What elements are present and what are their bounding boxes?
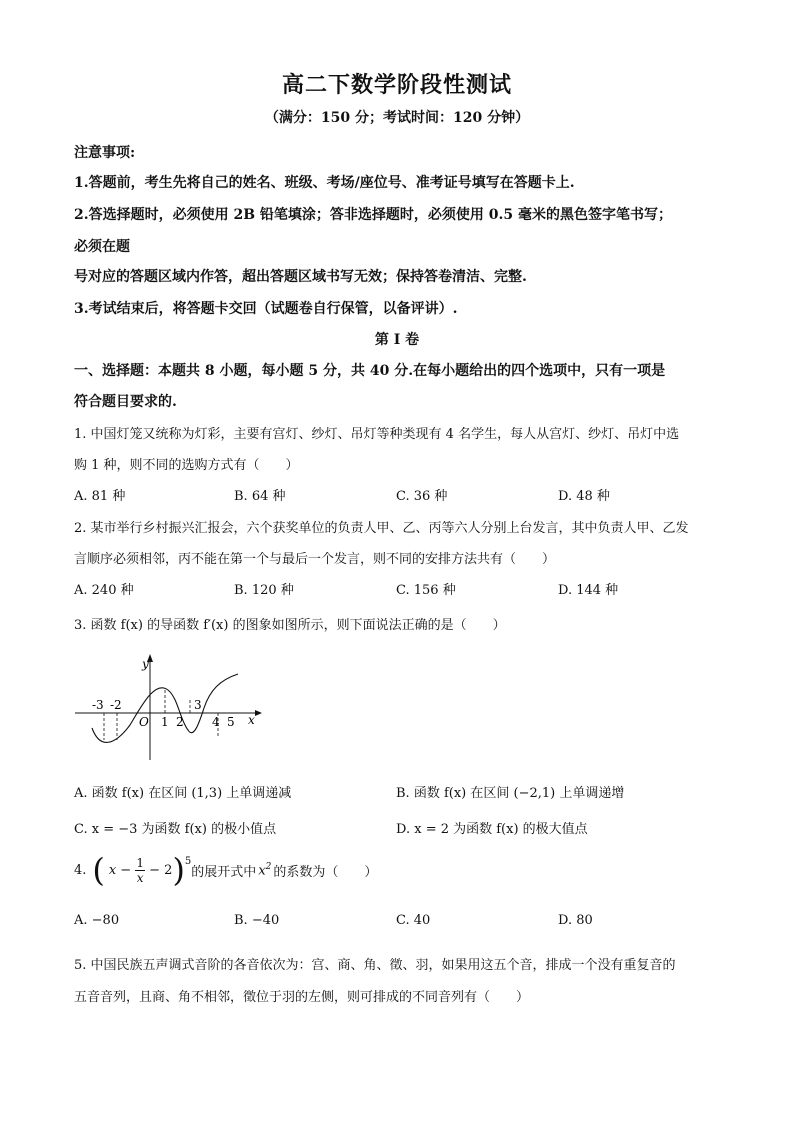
q4-option-b: B. −40 <box>234 913 280 928</box>
question-5-text-cont: 五音音列，且商、角不相邻，徵位于羽的左侧，则可排成的不同音列有（ ） <box>74 990 530 1005</box>
notice-item-2: 2.答选择题时，必须使用 2B 铅笔填涂；答非选择题时，必须使用 0.5 毫米的黑色签字笔书写； <box>74 207 673 223</box>
notice-item-2-cont: 必须在题 <box>74 239 130 255</box>
tick-label-1: 1 <box>161 715 169 729</box>
question-2-text: 2. 某市举行乡村振兴汇报会，六个获奖单位的负责人甲、乙、丙等六人分别上台发言，其中负责人甲、乙发 <box>74 521 689 536</box>
q2-option-c: C. 156 种 <box>396 583 456 598</box>
q4-number: 4. <box>74 862 87 878</box>
tick-label-4: 4 <box>212 715 220 729</box>
question-5-text: 5. 中国民族五声调式音阶的各音依次为：宫、商、角、徵、羽，如果用这五个音，排成一个没有重复音的 <box>74 958 676 973</box>
section-instruction: 一、选择题：本题共 8 小题，每小题 5 分，共 40 分.在每小题给出的四个选项中，只有一项是 <box>74 363 666 379</box>
notice-item-2-cont2: 号对应的答题区域内作答，超出答题区域书写无效；保持答卷清洁、完整. <box>74 269 527 285</box>
tick-label-5: 5 <box>227 715 235 729</box>
q1-option-a: A. 81 种 <box>74 489 126 504</box>
x-axis-label: x <box>248 713 255 727</box>
question-1-text: 1. 中国灯笼又统称为灯彩，主要有宫灯、纱灯、吊灯等种类现有 4 名学生，每人从宫灯、纱灯、吊灯中选 <box>74 427 680 442</box>
q3-option-b: B. 函数 f(x) 在区间 (−2,1) 上单调递增 <box>396 786 625 801</box>
notice-item-1: 1.答题前，考生先将自己的姓名、班级、考场/座位号、准考证号填写在答题卡上. <box>74 175 575 191</box>
tick-label-neg2: -2 <box>110 698 122 712</box>
q2-option-b: B. 120 种 <box>234 583 294 598</box>
q4-option-c: C. 40 <box>396 913 431 928</box>
y-axis-label: y <box>142 657 149 671</box>
tick-label-neg3: -3 <box>92 698 104 712</box>
q4-option-d: D. 80 <box>558 913 593 928</box>
question-3-text: 3. 函数 f(x) 的导函数 f′(x) 的图象如图所示，则下面说法正确的是（ ） <box>74 618 506 633</box>
q2-option-a: A. 240 种 <box>74 583 134 598</box>
q3-option-c: C. x = −3 为函数 f(x) 的极小值点 <box>74 822 277 837</box>
exam-info: （满分：150 分；考试时间：120 分钟） <box>264 110 530 126</box>
section-instruction-cont: 符合题目要求的. <box>74 394 177 410</box>
q4-text-end: 的系数为（ ） <box>273 864 378 880</box>
notice-item-3: 3.考试结束后，将答题卡交回（试题卷自行保管，以备评讲）. <box>74 301 458 317</box>
q2-option-d: D. 144 种 <box>558 583 619 598</box>
page-title: 高二下数学阶段性测试 <box>281 72 512 98</box>
q3-option-d: D. x = 2 为函数 f(x) 的极大值点 <box>396 822 588 837</box>
derivative-graph <box>70 650 270 765</box>
question-1-text-cont: 购 1 种，则不同的选购方式有（ ） <box>74 458 299 473</box>
section-label: 第 I 卷 <box>374 332 420 348</box>
notice-heading: 注意事项: <box>74 145 136 161</box>
q4-option-a: A. −80 <box>74 913 120 928</box>
q1-option-b: B. 64 种 <box>234 489 286 504</box>
origin-label: O <box>139 715 149 729</box>
q1-option-d: D. 48 种 <box>558 489 610 504</box>
tick-label-2: 2 <box>176 715 184 729</box>
tick-label-3: 3 <box>194 698 202 712</box>
question-4-text: 4. ( x − $\frac{1}{x}$ − 2 ) 5 的展开式中 $x^2$ 的系数为（ ） <box>74 851 378 889</box>
q1-option-c: C. 36 种 <box>396 489 448 504</box>
q3-option-a: A. 函数 f(x) 在区间 (1,3) 上单调递减 <box>74 786 292 801</box>
q4-text-mid: 的展开式中 <box>191 864 257 880</box>
question-2-text-cont: 言顺序必须相邻，丙不能在第一个与最后一个发言，则不同的安排方法共有（ ） <box>74 552 556 567</box>
q4-expression: ( x − $\frac{1}{x}$ − 2 ) 5 <box>92 851 192 889</box>
